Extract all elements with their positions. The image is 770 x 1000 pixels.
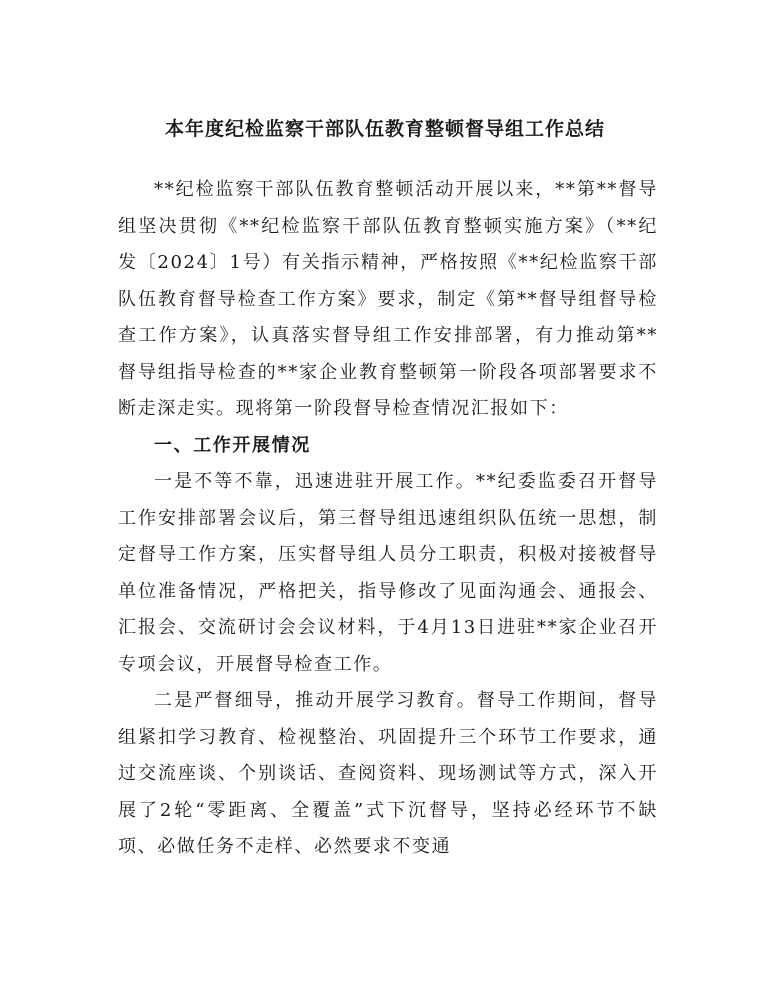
document-body <box>118 172 658 866</box>
paragraph-2: 二是严督细导，推动开展学习教育。督导工作期间，督导组紧扣学习教育、检视整治、巩固提升三个环节工作要求，通过交流座谈、个别谈话、查阅资料、现场测试等方式，深入开展了2轮“零距离、全覆盖”式下沉督导，坚持必经环节不缺项、必做任务不走样、必然要求不变通 <box>118 690 658 857</box>
paragraph-1: 一是不等不靠，迅速进驻开展工作。**纪委监委召开督导工作安排部署会议后，第三督导组迅速组织队伍统一思想，制定督导工作方案，压实督导组人员分工职责，积极对接被督导单位准备情况，严格把关，指导修改了见面沟通会、通报会、汇报会、交流研讨会会议材料，于4月13日进驻**家企业召开专项会议，开展督导检查工作。 <box>118 471 658 675</box>
section-heading: 一、工作开展情况 <box>154 434 311 456</box>
intro-paragraph: **纪检监察干部队伍教育整顿活动开展以来，**第**督导组坚决贯彻《**纪检监察干部队伍教育整顿实施方案》（**纪发〔2024〕1号）有关指示精神，严格按照《**纪检监察干部队伍教育督导检查工作方案》要求，制定《第**督导组督导检查工作方案》，认真落实督导组工作安排部署，有力推动第**督导组指导检查的**家企业教育整顿第一阶段各项部署要求不断走深走实。现将第一阶段督导检查情况汇报如下： <box>118 179 658 419</box>
document-title: 本年度纪检监察干部队伍教育整顿督导组工作总结 <box>164 118 605 140</box>
